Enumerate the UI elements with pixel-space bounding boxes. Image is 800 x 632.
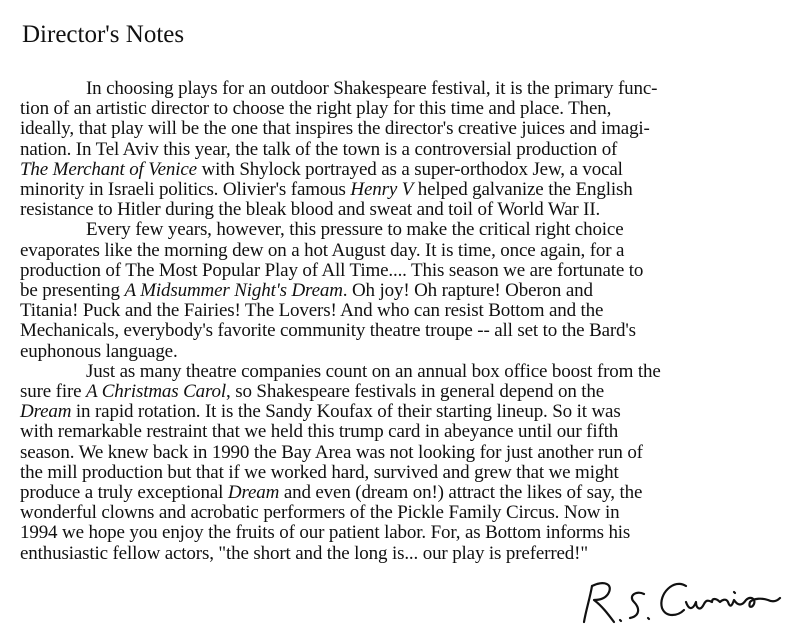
text-run: 1994 we hope you enjoy the fruits of our patient labor. For, as Bottom informs his [20,522,631,544]
page-title: Director's Notes [22,21,185,48]
text-line [20,402,780,422]
italic-title: A Christmas Carol [86,381,227,402]
text-line [20,443,780,463]
italic-title: Dream [227,482,280,503]
italic-title: Dream [20,401,72,423]
text-run: . Oh joy! Oh rapture! Oberon and [342,280,593,301]
text-line [20,140,780,160]
text-run: with Shylock portrayed as a super-orthodox Jew, a vocal [196,158,623,180]
text-run: with remarkable restraint that we held this trump card in abeyance until our fifth [20,421,619,443]
text-run: In choosing plays for an outdoor Shakespeare festival, it is the primary func- [86,78,658,99]
text-line [86,79,800,99]
text-run: production of The Most Popular Play of All Time.... This season we are fortunate to [20,259,644,281]
text-run: Every few years, however, this pressure to make the critical right choice [86,219,624,241]
text-line [20,422,780,442]
text-run: enthusiastic fellow actors, "the short and the long is... our play is preferred!" [20,542,588,564]
text-run: , so Shakespeare festivals in general depend on the [226,381,605,402]
text-line [86,220,800,240]
text-run: ideally, that play will be the one that inspires the director's creative juices and imagi- [20,118,650,140]
text-run: Just as many theatre companies count on an annual box office boost from the [86,360,661,382]
text-run: Mechanicals, everybody's favorite community theatre troupe -- all set to the Bard's [20,320,636,342]
text-line [20,544,780,564]
text-line [20,483,780,503]
text-line [20,99,780,119]
italic-title: A Midsummer Night's Dream [124,280,343,301]
text-line [20,281,780,301]
text-run: helped galvanize the English [413,179,633,200]
signature-image [574,572,784,630]
text-run: tion of an artistic director to choose the right play for this time and place. Then, [20,98,612,120]
text-line [20,342,780,362]
text-line [20,382,780,402]
text-line [20,160,780,180]
text-run: nation. In Tel Aviv this year, the talk of the town is a controversial production of [20,138,618,160]
text-line [20,301,780,321]
text-run: produce a truly exceptional [20,482,228,503]
text-run: the mill production but that if we worked hard, survived and grew that we might [20,461,619,483]
text-run: resistance to Hitler during the bleak blood and sweat and toil of World War II. [20,199,601,221]
text-line [86,362,800,382]
text-run: and even (dream on!) attract the likes of say, the [279,482,643,503]
text-run: season. We knew back in 1990 the Bay Area was not looking for just another run of [20,441,643,463]
text-run: sure fire [20,381,87,402]
italic-title: The Merchant of Venice [20,158,197,180]
text-line [20,321,780,341]
text-line [20,119,780,139]
text-run: in rapid rotation. It is the Sandy Koufax of their starting lineup. So it was [71,401,621,423]
text-run: be presenting [20,280,125,301]
text-line [20,180,780,200]
text-run: euphonous language. [20,340,178,362]
text-run: Titania! Puck and the Fairies! The Lovers! And who can resist Bottom and the [20,300,604,322]
text-line [20,503,780,523]
italic-title: Henry V [350,179,414,200]
text-run: wonderful clowns and acrobatic performers of the Pickle Family Circus. Now in [20,502,620,524]
text-run: minority in Israeli politics. Olivier's famous [20,179,351,200]
text-line [20,200,780,220]
text-run: evaporates like the morning dew on a hot August day. It is time, once again, for a [20,239,625,261]
text-line [20,261,780,281]
text-line [20,523,780,543]
text-line [20,241,780,261]
text-line [20,463,780,483]
